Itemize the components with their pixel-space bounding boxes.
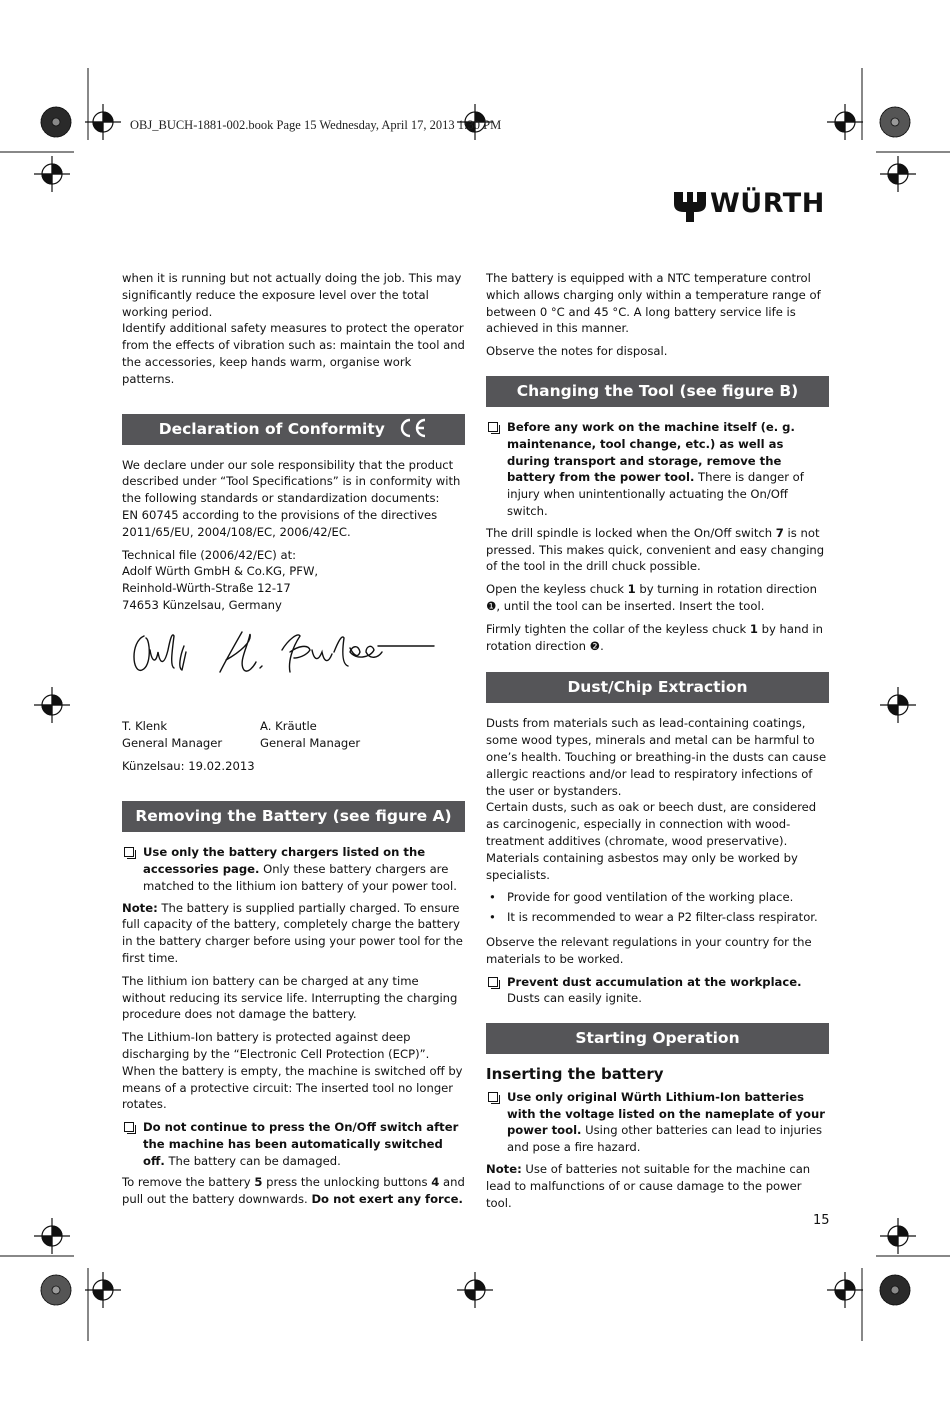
note-paragraph: Note: Use of batteries not suitable for the machine can lead to malfunctions of or cause damage to the power tool. bbox=[486, 1162, 811, 1210]
body-paragraph: The drill spindle is locked when the On/Off switch 7 is not pressed. This makes quick, convenient and easy changing of the tool in the drill chuck possible. bbox=[486, 525, 825, 574]
remove-battery-instructions: To remove the battery 5 press the unlocking buttons 4 and pull out the battery downwards. Do not exert any force. bbox=[122, 1175, 465, 1207]
brand-logo bbox=[672, 186, 832, 226]
signature-image bbox=[122, 622, 442, 692]
intro-paragraph: when it is running but not actually doing the job. This may significantly reduce the exposure level over the total working period. bbox=[122, 271, 462, 319]
body-paragraph: Open the keyless chuck 1 by turning in rotation direction ❶, until the tool can be inserted. Insert the tool. bbox=[486, 582, 817, 613]
signer-2-title: General Manager bbox=[260, 735, 361, 750]
intro-paragraph: Identify additional safety measures to protect the operator from the effects of vibration such as: maintain the tool and the accessories, keep hands warm, organise work patterns. bbox=[122, 321, 465, 386]
right-column bbox=[486, 270, 829, 1217]
signer-titles bbox=[122, 735, 465, 752]
brand-wordmark: WÜRTH bbox=[710, 188, 825, 219]
body-paragraph: The Lithium-Ion battery is protected against deep discharging by the “Electronic Cell Protection (ECP)”. When the battery is empty, the machine is switched off by means of a protective circuit: The inserted tool no longer rotates. bbox=[122, 1030, 463, 1112]
note-paragraph: Note: The battery is supplied partially charged. To ensure full capacity of the battery, completely charge the battery in the battery charger before using your power tool for the first time. bbox=[122, 900, 463, 965]
list-item: • Provide for good ventilation of the working place. bbox=[486, 889, 829, 906]
caution-item: Use only the battery chargers listed on the accessories page. Only these battery chargers are matched to the lithium ion battery of your power tool. bbox=[122, 844, 465, 894]
registration-target-icon bbox=[34, 1218, 70, 1254]
subheading: Inserting the battery bbox=[486, 1065, 664, 1084]
body-paragraph: Observe the notes for disposal. bbox=[486, 344, 668, 359]
print-slug: OBJ_BUCH-1881-002.book Page 15 Wednesday, April 17, 2013 1:30 PM bbox=[130, 118, 502, 132]
signatures bbox=[122, 622, 465, 692]
left-column bbox=[122, 270, 465, 1214]
caution-item: Prevent dust accumulation at the workplace. Dusts can easily ignite. bbox=[486, 974, 829, 1008]
star-target-icon bbox=[41, 107, 71, 137]
section-heading-dust-extraction: Dust/Chip Extraction bbox=[486, 672, 829, 703]
section-heading-starting-operation: Starting Operation bbox=[486, 1023, 829, 1054]
registration-target-icon bbox=[827, 104, 863, 140]
caution-item: Before any work on the machine itself (e. g. maintenance, tool change, etc.) as well as during transport and storage, remove the battery from the power tool. There is danger of injury when unintentionally actuating the On/Off switch. bbox=[486, 419, 829, 520]
place-date: Künzelsau: 19.02.2013 bbox=[122, 759, 255, 774]
checkbox-bullet-icon bbox=[124, 847, 134, 857]
registration-target-icon bbox=[85, 104, 121, 140]
checkbox-bullet-icon bbox=[488, 977, 498, 987]
checkbox-bullet-icon bbox=[124, 1122, 134, 1132]
signer-1-name: T. Klenk bbox=[122, 718, 168, 733]
rotation-direction-1-icon: ❶ bbox=[486, 598, 497, 613]
registration-target-icon bbox=[880, 156, 916, 192]
star-target-icon bbox=[41, 1275, 71, 1305]
declaration-standards: EN 60745 according to the provisions of the directives 2011/65/EU, 2004/108/EC, 2006/42/EC. bbox=[122, 507, 438, 539]
registration-target-icon bbox=[457, 1272, 493, 1308]
registration-target-icon bbox=[880, 1218, 916, 1254]
declaration-text: We declare under our sole responsibility that the product described under “Tool Specifications” is in conformity with the following standards or standardization documents: bbox=[122, 457, 461, 506]
signer-1-title: General Manager bbox=[122, 735, 223, 750]
registration-target-icon bbox=[880, 687, 916, 723]
checkbox-bullet-icon bbox=[488, 422, 498, 432]
section-heading-changing-tool: Changing the Tool (see figure B) bbox=[486, 376, 829, 407]
checkbox-bullet-icon bbox=[488, 1092, 498, 1102]
signer-names bbox=[122, 718, 465, 735]
section-heading-removing-battery: Removing the Battery (see figure A) bbox=[122, 801, 465, 832]
registration-target-icon bbox=[34, 687, 70, 723]
section-heading-declaration: Declaration of Conformity bbox=[122, 414, 465, 445]
signer-2-name: A. Kräutle bbox=[260, 718, 317, 733]
caution-item: Use only original Würth Lithium-Ion batteries with the voltage listed on the nameplate of your power tool. Using other batteries can lead to injuries and pose a fire hazard. bbox=[486, 1089, 829, 1156]
rotation-direction-2-icon: ❷ bbox=[589, 638, 601, 653]
star-target-icon bbox=[880, 107, 910, 137]
wurth-logo-icon bbox=[674, 190, 706, 222]
ce-mark-icon bbox=[398, 418, 428, 438]
registration-target-icon bbox=[85, 1272, 121, 1308]
body-paragraph: Observe the relevant regulations in your country for the materials to be worked. bbox=[486, 934, 812, 966]
body-paragraph: The battery is equipped with a NTC temperature control which allows charging only within a temperature range of between 0 °C and 45 °C. A long battery service life is achieved in this manner. bbox=[486, 271, 821, 336]
caution-item: Do not continue to press the On/Off switch after the machine has been automatically switched off. The battery can be damaged. bbox=[122, 1119, 465, 1169]
star-target-icon bbox=[880, 1275, 910, 1305]
body-paragraph: Dusts from materials such as lead-containing coatings, some wood types, minerals and metal can be harmful to one’s health. Touching or breathing-in the dusts can cause allergic reactions and/or lead to respiratory infections of the user or bystanders. bbox=[486, 716, 827, 798]
page-number: 15 bbox=[813, 1213, 830, 1228]
body-paragraph: Firmly tighten the collar of the keyless chuck 1 by hand in rotation direction ❷. bbox=[486, 621, 823, 653]
list-item: • It is recommended to wear a P2 filter-class respirator. bbox=[486, 909, 829, 926]
registration-target-icon bbox=[34, 156, 70, 192]
registration-target-icon bbox=[827, 1272, 863, 1308]
technical-file-address: Technical file (2006/42/EC) at: Adolf Würth GmbH & Co.KG, PFW, Reinhold-Würth-Straße 12-17 74653 Künzelsau, Germany bbox=[122, 547, 319, 612]
body-paragraph: Certain dusts, such as oak or beech dust, are considered as carcinogenic, especially in connection with wood-treatment additives (chromate, wood preservative). Materials containing asbestos may only be worked by specialists. bbox=[486, 800, 817, 882]
body-paragraph: The lithium ion battery can be charged at any time without reducing its service life. Interrupting the charging procedure does not damage the battery. bbox=[122, 973, 458, 1022]
